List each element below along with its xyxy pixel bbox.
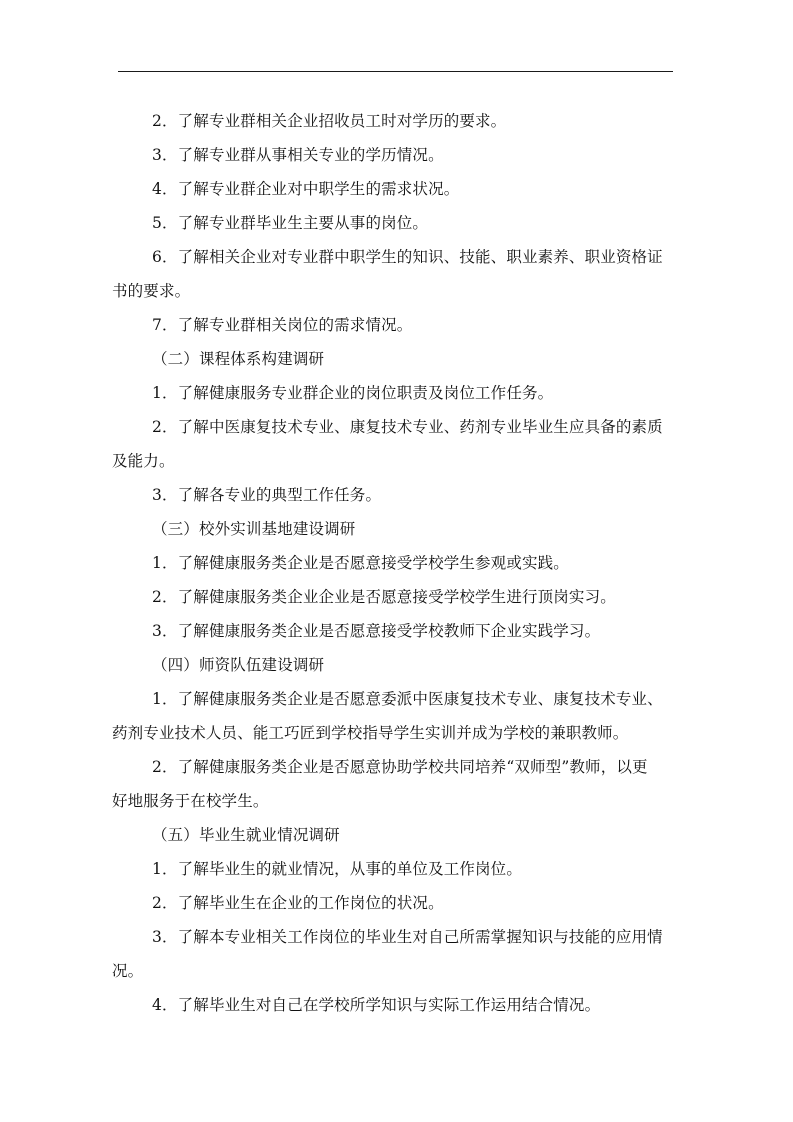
text-line: （三）校外实训基地建设调研 xyxy=(152,520,356,538)
text-line: 1．了解健康服务专业群企业的岗位职责及岗位工作任务。 xyxy=(152,384,554,402)
text-line: 1．了解健康服务类企业是否愿意委派中医康复技术专业、康复技术专业、 xyxy=(152,690,663,708)
text-line: 书的要求。 xyxy=(112,282,191,300)
text-line: 2．了解健康服务类企业是否愿意协助学校共同培养“双师型”教师，以更 xyxy=(152,758,648,776)
text-line: 况。 xyxy=(112,962,144,980)
text-line: 及能力。 xyxy=(112,452,175,470)
text-line: 1．了解健康服务类企业是否愿意接受学校学生参观或实践。 xyxy=(152,554,569,572)
text-line: （二）课程体系构建调研 xyxy=(152,350,325,368)
text-line: 7．了解专业群相关岗位的需求情况。 xyxy=(152,316,413,334)
text-line: 4．了解专业群企业对中职学生的需求状况。 xyxy=(152,180,460,198)
text-line: 2．了解中医康复技术专业、康复技术专业、药剂专业毕业生应具备的素质 xyxy=(152,418,663,436)
text-line: 6．了解相关企业对专业群中职学生的知识、技能、职业素养、职业资格证 xyxy=(152,248,663,266)
text-line: 2．了解毕业生在企业的工作岗位的状况。 xyxy=(152,894,444,912)
text-line: 好地服务于在校学生。 xyxy=(112,792,269,810)
header-rule xyxy=(118,71,673,72)
text-line: 4．了解毕业生对自己在学校所学知识与实际工作运用结合情况。 xyxy=(152,996,601,1014)
text-line: 3．了解各专业的典型工作任务。 xyxy=(152,486,382,504)
text-line: 3．了解专业群从事相关专业的学历情况。 xyxy=(152,146,444,164)
document-body xyxy=(112,104,680,1022)
text-line: （五）毕业生就业情况调研 xyxy=(152,826,340,844)
text-line: 1．了解毕业生的就业情况，从事的单位及工作岗位。 xyxy=(152,860,522,878)
text-line: 2．了解健康服务类企业企业是否愿意接受学校学生进行顶岗实习。 xyxy=(152,588,616,606)
text-line: 药剂专业技术人员、能工巧匠到学校指导学生实训并成为学校的兼职教师。 xyxy=(112,724,629,742)
text-line: 5．了解专业群毕业生主要从事的岗位。 xyxy=(152,214,429,232)
text-line: 2．了解专业群相关企业招收员工时对学历的要求。 xyxy=(152,112,507,130)
text-line: 3．了解本专业相关工作岗位的毕业生对自己所需掌握知识与技能的应用情 xyxy=(152,928,663,946)
text-line: （四）师资队伍建设调研 xyxy=(152,656,325,674)
text-line: 3．了解健康服务类企业是否愿意接受学校教师下企业实践学习。 xyxy=(152,622,601,640)
